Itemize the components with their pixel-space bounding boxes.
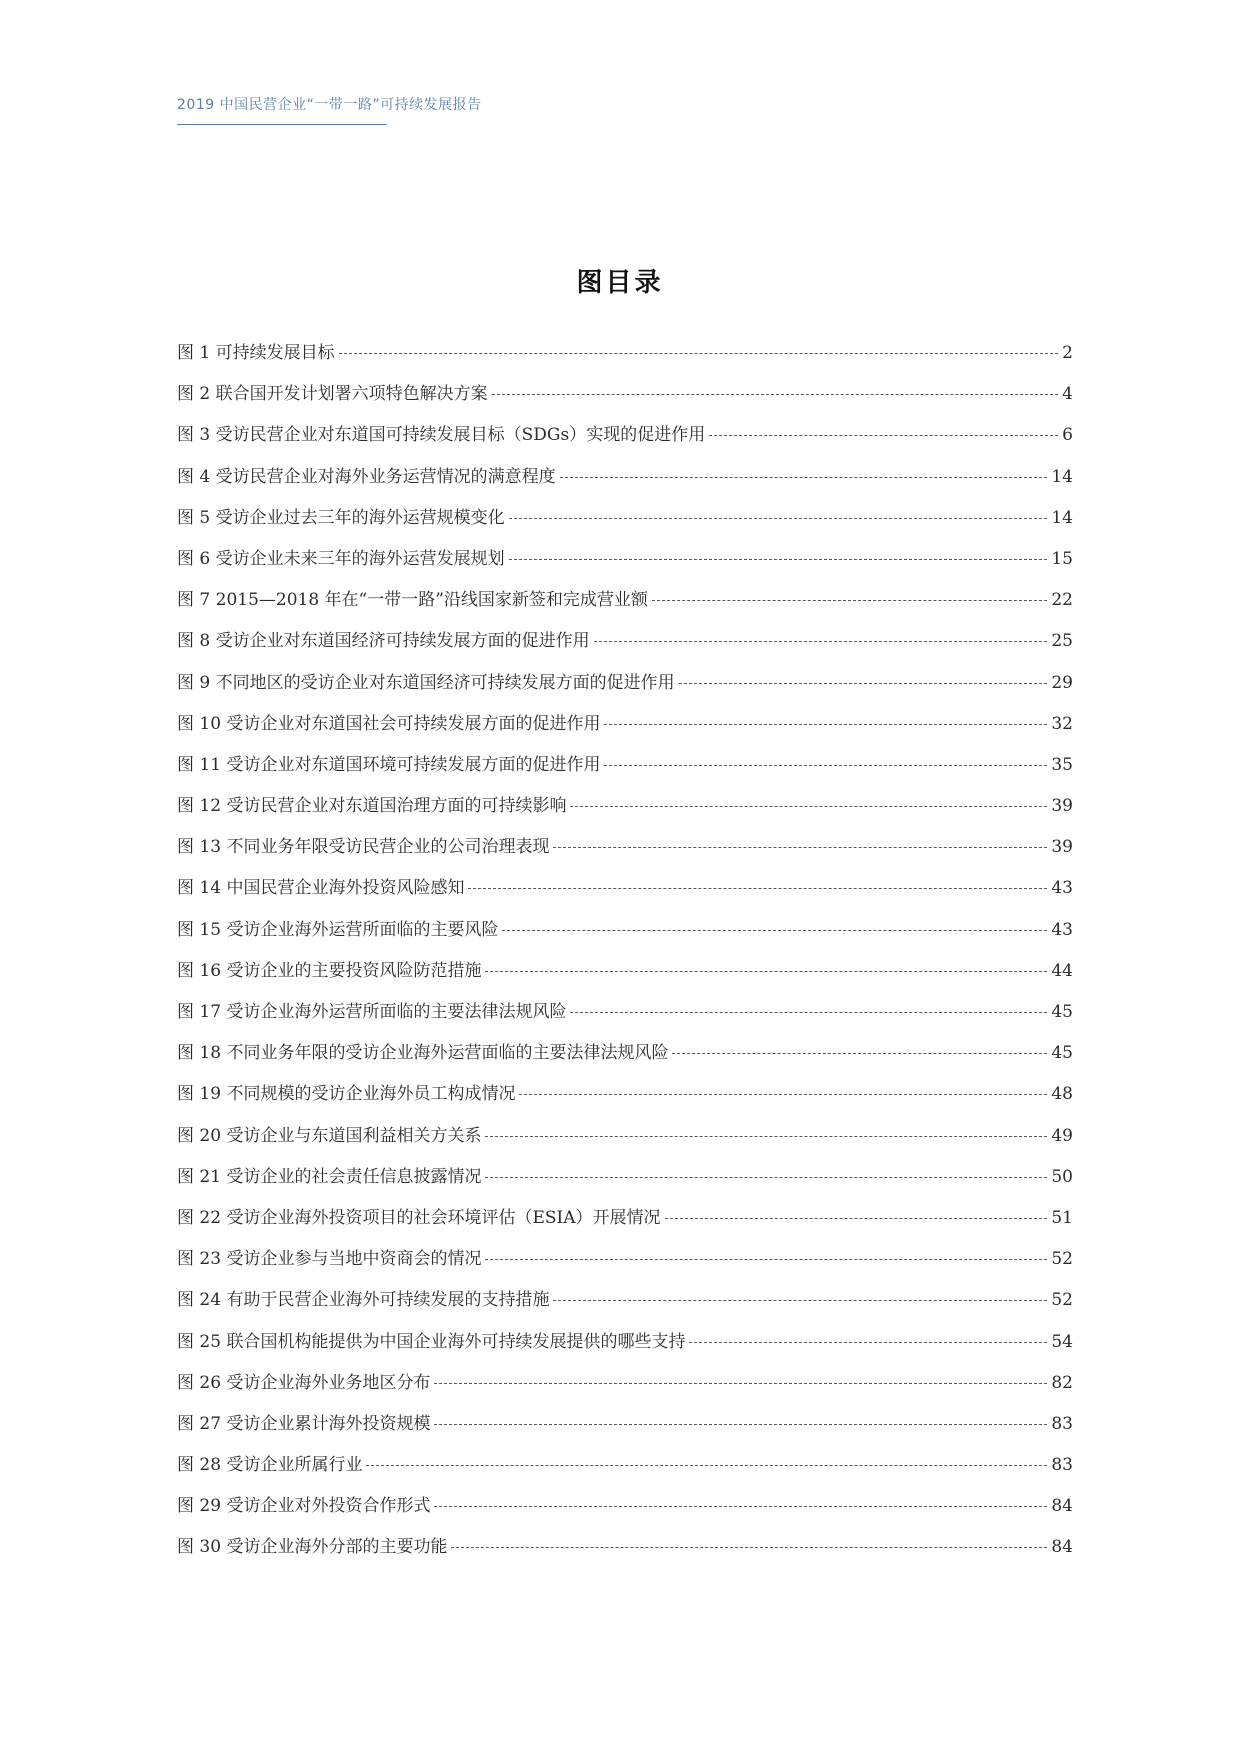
figure-entry-label: 图 27 受访企业累计海外投资规模 xyxy=(177,1413,431,1434)
figure-entry-page: 84 xyxy=(1051,1496,1073,1517)
dot-leader xyxy=(679,683,1048,684)
figure-entry[interactable] xyxy=(177,794,1073,835)
figure-entry-page: 29 xyxy=(1051,672,1073,693)
figure-entry-page: 49 xyxy=(1051,1125,1073,1146)
figure-entry-label: 图 3 受访民营企业对东道国可持续发展目标（SDGs）实现的促进作用 xyxy=(177,425,706,446)
dot-leader xyxy=(434,1383,1047,1384)
figure-entry-page: 54 xyxy=(1051,1331,1073,1352)
figure-entry-label: 图 22 受访企业海外投资项目的社会环境评估（ESIA）开展情况 xyxy=(177,1207,661,1228)
figure-entry-page: 4 xyxy=(1062,384,1073,405)
dot-leader xyxy=(451,1547,1047,1548)
figure-entry-page: 83 xyxy=(1051,1413,1073,1434)
dot-leader xyxy=(570,1012,1047,1013)
figure-entry-page: 14 xyxy=(1051,466,1073,487)
figure-entry[interactable] xyxy=(177,1535,1073,1576)
figure-entry-label: 图 1 可持续发展目标 xyxy=(177,343,335,363)
figure-entry-label: 图 20 受访企业与东道国利益相关方关系 xyxy=(177,1125,482,1146)
figure-entry-label: 图 18 不同业务年限的受访企业海外运营面临的主要法律法规风险 xyxy=(177,1043,669,1064)
dot-leader xyxy=(560,477,1048,478)
dot-leader xyxy=(434,1424,1047,1425)
figure-entry[interactable] xyxy=(177,959,1073,1000)
figure-entry[interactable] xyxy=(177,1247,1073,1288)
dot-leader xyxy=(485,971,1047,972)
figure-entry[interactable] xyxy=(177,588,1073,629)
figure-entry-page: 83 xyxy=(1051,1455,1073,1476)
figure-entry-label: 图 12 受访民营企业对东道国治理方面的可持续影响 xyxy=(177,796,567,817)
figure-entry-label: 图 23 受访企业参与当地中资商会的情况 xyxy=(177,1249,482,1270)
figure-entry-page: 39 xyxy=(1051,837,1073,858)
figure-entry-page: 14 xyxy=(1051,507,1073,528)
figure-entry[interactable] xyxy=(177,1000,1073,1041)
figure-list xyxy=(177,341,1073,1577)
figure-entry[interactable] xyxy=(177,1206,1073,1247)
figure-entry[interactable] xyxy=(177,835,1073,876)
figure-entry-label: 图 7 2015—2018 年在“一带一路”沿线国家新签和完成营业额 xyxy=(177,590,648,611)
figure-entry-page: 48 xyxy=(1051,1084,1073,1105)
dot-leader xyxy=(434,1506,1047,1507)
dot-leader xyxy=(509,518,1048,519)
figure-entry-label: 图 25 联合国机构能提供为中国企业海外可持续发展提供的哪些支持 xyxy=(177,1331,686,1352)
figure-entry-label: 图 10 受访企业对东道国社会可持续发展方面的促进作用 xyxy=(177,713,601,734)
figure-entry[interactable] xyxy=(177,876,1073,917)
figure-entry-page: 51 xyxy=(1051,1207,1073,1228)
figure-entry-label: 图 2 联合国开发计划署六项特色解决方案 xyxy=(177,384,488,405)
figure-entry[interactable] xyxy=(177,382,1073,423)
dot-leader xyxy=(339,353,1059,354)
dot-leader xyxy=(509,559,1048,560)
dot-leader xyxy=(502,930,1047,931)
figure-entry-label: 图 28 受访企业所属行业 xyxy=(177,1455,363,1476)
figure-entry-page: 39 xyxy=(1051,796,1073,817)
figure-entry-label: 图 5 受访企业过去三年的海外运营规模变化 xyxy=(177,507,505,528)
figure-entry[interactable] xyxy=(177,1288,1073,1329)
figure-entry[interactable] xyxy=(177,506,1073,547)
figure-entry-page: 22 xyxy=(1051,590,1073,611)
figure-entry-label: 图 14 中国民营企业海外投资风险感知 xyxy=(177,878,465,899)
figure-entry[interactable] xyxy=(177,1371,1073,1412)
figure-entry[interactable] xyxy=(177,1041,1073,1082)
figure-entry[interactable] xyxy=(177,423,1073,464)
dot-leader xyxy=(468,888,1047,889)
figure-entry-label: 图 19 不同规模的受访企业海外员工构成情况 xyxy=(177,1084,516,1105)
figure-entry[interactable] xyxy=(177,753,1073,794)
figure-entry[interactable] xyxy=(177,712,1073,753)
figure-entry-page: 35 xyxy=(1051,754,1073,775)
running-header: 2019 中国民营企业“一带一路”可持续发展报告 xyxy=(177,97,482,113)
dot-leader xyxy=(553,847,1047,848)
dot-leader xyxy=(492,394,1059,395)
figure-entry-page: 25 xyxy=(1051,631,1073,652)
dot-leader xyxy=(604,724,1047,725)
figure-entry[interactable] xyxy=(177,1124,1073,1165)
figure-entry-page: 45 xyxy=(1051,1043,1073,1064)
figure-entry[interactable] xyxy=(177,547,1073,588)
dot-leader xyxy=(519,1094,1047,1095)
figure-entry-page: 84 xyxy=(1051,1537,1073,1558)
figure-entry-page: 2 xyxy=(1062,343,1073,363)
dot-leader xyxy=(709,435,1058,436)
figure-entry-page: 43 xyxy=(1051,878,1073,899)
dot-leader xyxy=(652,600,1047,601)
figure-entry-label: 图 26 受访企业海外业务地区分布 xyxy=(177,1372,431,1393)
dot-leader xyxy=(485,1177,1047,1178)
figure-entry[interactable] xyxy=(177,1412,1073,1453)
figure-entry[interactable] xyxy=(177,1330,1073,1371)
figure-entry-label: 图 29 受访企业对外投资合作形式 xyxy=(177,1496,431,1517)
figure-entry[interactable] xyxy=(177,1494,1073,1535)
figure-entry-label: 图 21 受访企业的社会责任信息披露情况 xyxy=(177,1166,482,1187)
figure-entry-page: 45 xyxy=(1051,1002,1073,1022)
figure-entry[interactable] xyxy=(177,629,1073,670)
figure-entry-page: 43 xyxy=(1051,919,1073,940)
figure-entry-label: 图 8 受访企业对东道国经济可持续发展方面的促进作用 xyxy=(177,631,590,652)
dot-leader xyxy=(672,1053,1047,1054)
figure-entry-page: 44 xyxy=(1051,960,1073,981)
figure-entry-page: 15 xyxy=(1051,548,1073,569)
dot-leader xyxy=(604,765,1047,766)
figure-entry-page: 52 xyxy=(1051,1249,1073,1270)
figure-entry-label: 图 11 受访企业对东道国环境可持续发展方面的促进作用 xyxy=(177,754,601,775)
dot-leader xyxy=(485,1136,1047,1137)
figure-entry[interactable] xyxy=(177,1165,1073,1206)
dot-leader xyxy=(665,1218,1048,1219)
dot-leader xyxy=(366,1465,1047,1466)
header-rule xyxy=(177,124,387,125)
dot-leader xyxy=(689,1342,1047,1343)
figure-entry[interactable] xyxy=(177,341,1073,382)
figure-entry-page: 52 xyxy=(1051,1290,1073,1311)
figure-entry-label: 图 16 受访企业的主要投资风险防范措施 xyxy=(177,960,482,981)
figure-entry-label: 图 9 不同地区的受访企业对东道国经济可持续发展方面的促进作用 xyxy=(177,672,675,693)
figure-entry-label: 图 17 受访企业海外运营所面临的主要法律法规风险 xyxy=(177,1002,567,1022)
figure-entry[interactable] xyxy=(177,671,1073,712)
figure-entry-label: 图 24 有助于民营企业海外可持续发展的支持措施 xyxy=(177,1290,550,1311)
figure-entry[interactable] xyxy=(177,1453,1073,1494)
dot-leader xyxy=(485,1259,1047,1260)
dot-leader xyxy=(570,806,1047,807)
figure-entry[interactable] xyxy=(177,465,1073,506)
figure-entry[interactable] xyxy=(177,918,1073,959)
dot-leader xyxy=(553,1300,1047,1301)
dot-leader xyxy=(594,641,1048,642)
figure-entry-page: 6 xyxy=(1062,425,1073,446)
figure-entry-label: 图 13 不同业务年限受访民营企业的公司治理表现 xyxy=(177,837,550,858)
page-title: 图目录 xyxy=(576,268,664,298)
figure-entry-label: 图 6 受访企业未来三年的海外运营发展规划 xyxy=(177,548,505,569)
figure-entry-label: 图 15 受访企业海外运营所面临的主要风险 xyxy=(177,919,499,940)
figure-entry-label: 图 4 受访民营企业对海外业务运营情况的满意程度 xyxy=(177,466,556,487)
figure-entry[interactable] xyxy=(177,1082,1073,1123)
figure-entry-page: 50 xyxy=(1051,1166,1073,1187)
figure-entry-page: 32 xyxy=(1051,713,1073,734)
figure-entry-label: 图 30 受访企业海外分部的主要功能 xyxy=(177,1537,448,1558)
figure-entry-page: 82 xyxy=(1051,1372,1073,1393)
